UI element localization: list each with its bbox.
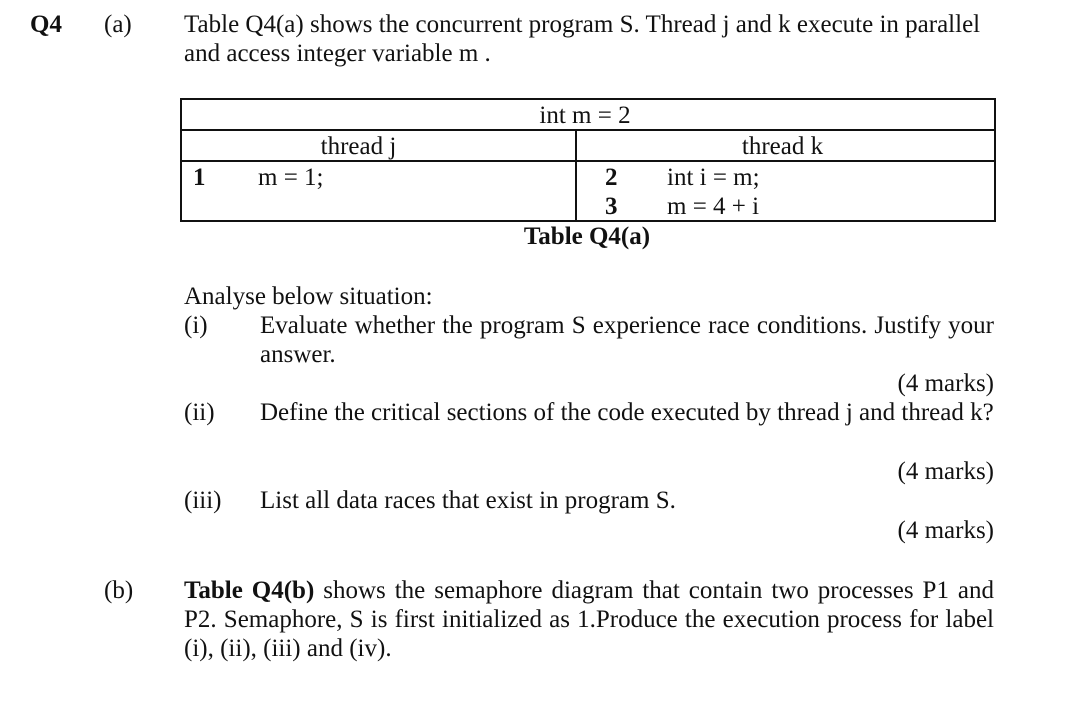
item-ii-text: Define the critical sections of the code executed by thread j and thread k? [260,399,994,426]
table-header-text: int m = 2 [539,102,631,129]
item-i-text: Evaluate whether the program S experience race conditions. Justify your answer. [260,312,994,368]
item-i-marks: (4 marks) [897,370,994,397]
thread-j-header-cell [181,130,576,161]
thread-k-line-number-2: 2 [605,164,618,191]
part-a-intro-line1: Table Q4(a) shows the concurrent program S. Thread j and k execute in parallel [184,11,981,38]
item-i-label: (i) [184,312,208,339]
part-a-intro-line2: and access integer variable m . [184,40,491,67]
thread-j-code-cell [181,161,576,221]
part-b-text: shows the semaphore diagram that contain two processes P1 and P2. Semaphore, S is first initialized as 1.Produce the execution process for label (i), (ii), (iii) and (iv). [184,577,995,662]
part-b-label: (b) [104,577,134,604]
table-header-cell [181,99,995,130]
thread-k-code-line-3: m = 4 + i [667,193,760,220]
program-table [180,98,996,222]
thread-j-header: thread j [320,133,397,160]
thread-k-header: thread k [741,133,824,160]
thread-k-line-number-3: 3 [605,193,618,220]
part-b-table-ref: Table Q4(b) [184,577,315,604]
thread-k-code-line-2: int i = m; [667,164,760,191]
thread-j-line-number: 1 [193,164,206,191]
item-iii-marks: (4 marks) [897,517,994,544]
question-number: Q4 [30,11,62,38]
part-b-paragraph [184,576,994,663]
item-ii-marks: (4 marks) [897,458,994,485]
item-iii-label: (iii) [184,487,222,514]
thread-k-header-cell [576,130,995,161]
thread-j-code-line: m = 1; [258,164,324,191]
table-caption: Table Q4(a) [523,223,651,250]
analyse-prompt: Analyse below situation: [184,283,433,310]
item-ii-label: (ii) [184,399,215,426]
part-a-label: (a) [104,11,132,38]
item-iii-text: List all data races that exist in program S. [260,487,676,514]
thread-k-code-cell [576,161,995,221]
